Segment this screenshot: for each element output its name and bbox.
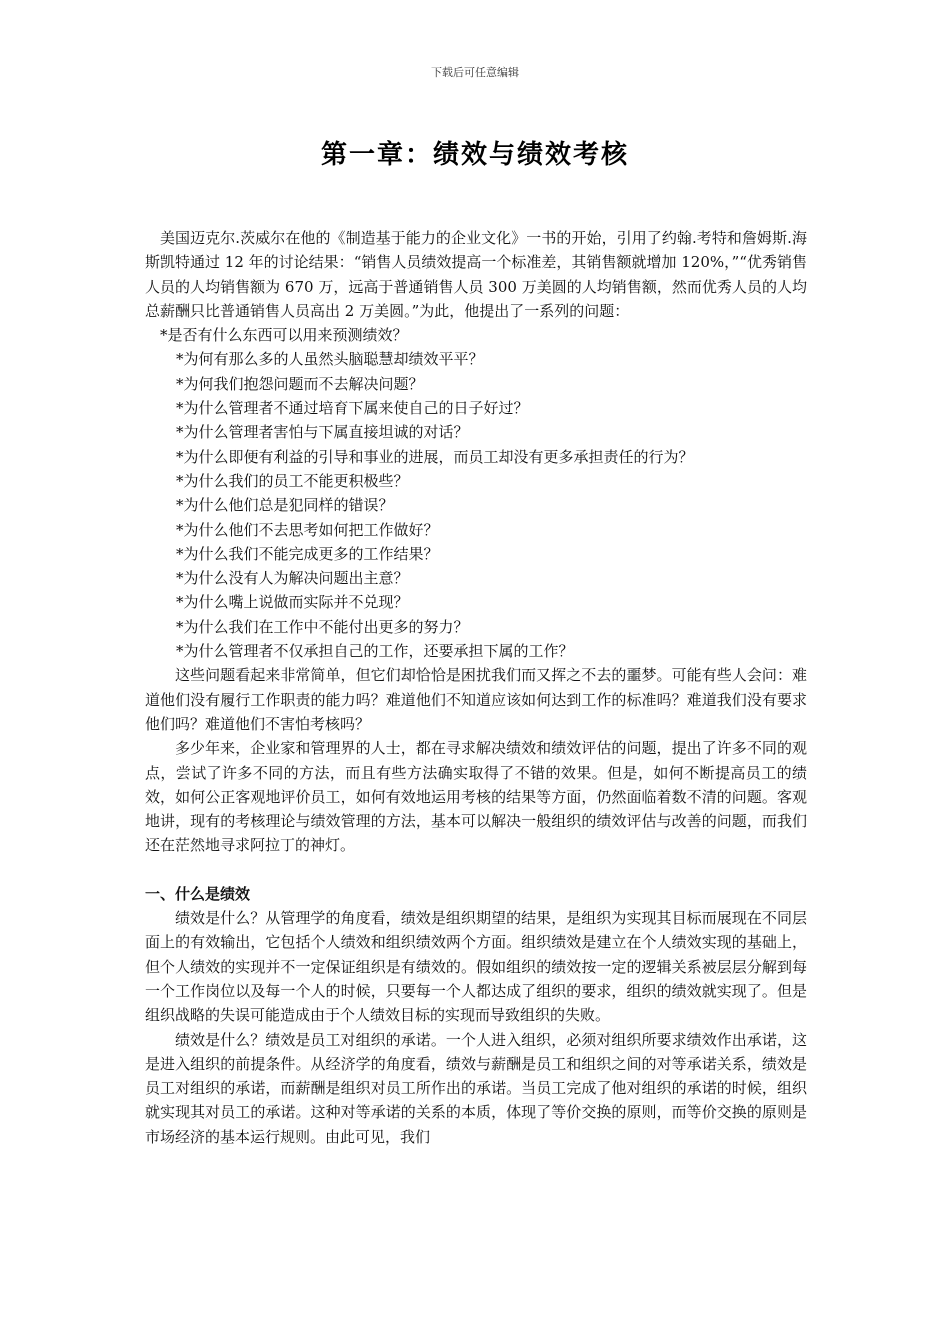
list-item: *为何我们抱怨问题而不去解决问题？ bbox=[176, 374, 424, 393]
section-paragraph: 绩效是什么？从管理学的角度看，绩效是组织期望的结果，是组织为实现其目标而展现在不同层面上的有效输出，它包括个人绩效和组织绩效两个方面。组织绩效是建立在个人绩效实现的基础上，但个人绩效的实现并不一定保证组织是有绩效的。假如组织的绩效按一定的逻辑关系被层层分解到每一个工作岗位以及每一个人的时候，只要每一个人都达成了组织的要求，组织的绩效就实现了。但是组织战略的失误可能造成由于个人绩效目标的实现而导致组织的失败。 bbox=[145, 909, 807, 1025]
section-paragraph: 绩效是什么？绩效是员工对组织的承诺。一个人进入组织，必须对组织所要求绩效作出承诺，这是进入组织的前提条件。从经济学的角度看，绩效与薪酬是员工和组织之间的对等承诺关系，绩效是员工对组织的承诺，而薪酬是组织对员工所作出的承诺。当员工完成了他对组织的承诺的时候，组织就实现其对员工的承诺。这种对等承诺的关系的本质，体现了等价交换的原则，而等价交换的原则是市场经济的基本运行规则。由此可见，我们 bbox=[145, 1030, 807, 1146]
list-item: *为什么管理者不通过培育下属来使自己的日子好过？ bbox=[176, 399, 529, 418]
section-heading: 一、什么是绩效 bbox=[145, 884, 251, 903]
list-item: *为什么我们不能完成更多的工作结果？ bbox=[176, 544, 439, 563]
list-item: *为何有那么多的人虽然头脑聪慧却绩效平平？ bbox=[176, 350, 484, 369]
list-item: *为什么嘴上说做而实际并不兑现？ bbox=[176, 593, 409, 612]
list-item: *为什么他们总是犯同样的错误？ bbox=[176, 496, 394, 515]
list-item: *为什么管理者害怕与下属直接坦诚的对话？ bbox=[176, 423, 469, 442]
list-item: *是否有什么东西可以用来预测绩效？ bbox=[160, 326, 408, 345]
list-item: *为什么我们的员工不能更积极些？ bbox=[176, 471, 409, 490]
list-item: *为什么没有人为解决问题出主意？ bbox=[176, 569, 409, 588]
question-list bbox=[145, 323, 807, 663]
nightmare-paragraph: 这些问题看起来非常简单，但它们却恰恰是困扰我们而又挥之不去的噩梦。可能有些人会问：难道他们没有履行工作职责的能力吗？难道他们不知道应该如何达到工作的标准吗？难道我们没有要求他们吗？难道他们不害怕考核吗？ bbox=[145, 666, 807, 733]
document-body bbox=[145, 226, 807, 1149]
list-item: *为什么他们不去思考如何把工作做好？ bbox=[176, 520, 439, 539]
list-item: *为什么即便有利益的引导和事业的进展，而员工却没有更多承担责任的行为？ bbox=[176, 447, 694, 466]
intro-paragraph: 美国迈克尔.茨威尔在他的《制造基于能力的企业文化》一书的开始，引用了约翰.考特和詹姆斯.海斯凯特通过 12 年的讨论结果：“销售人员绩效提高一个标准差，其销售额就增加 120%，”“优秀销售人员的人均销售额为 670 万，远高于普通销售人员 300 万美圆的人均销售额，然而优秀人员的人均总薪酬只比普通销售人员高出 2 万美圆。”为此，他提出了一系列的问题： bbox=[145, 229, 807, 320]
header-note: 下载后可任意编辑 bbox=[431, 66, 519, 79]
list-item: *为什么我们在工作中不能付出更多的努力？ bbox=[176, 617, 469, 636]
years-paragraph: 多少年来，企业家和管理界的人士，都在寻求解决绩效和绩效评估的问题，提出了许多不同的观点，尝试了许多不同的方法，而且有些方法确实取得了不错的效果。但是，如何不断提高员工的绩效，如何公正客观地评价员工，如何有效地运用考核的结果等方面，仍然面临着数不清的问题。客观地讲，现有的考核理论与绩效管理的方法，基本可以解决一般组织的绩效评估与改善的问题，而我们还在茫然地寻求阿拉丁的神灯。 bbox=[145, 739, 807, 855]
list-item: *为什么管理者不仅承担自己的工作，还要承担下属的工作？ bbox=[176, 642, 574, 661]
chapter-title: 第一章：绩效与绩效考核 bbox=[320, 140, 629, 170]
